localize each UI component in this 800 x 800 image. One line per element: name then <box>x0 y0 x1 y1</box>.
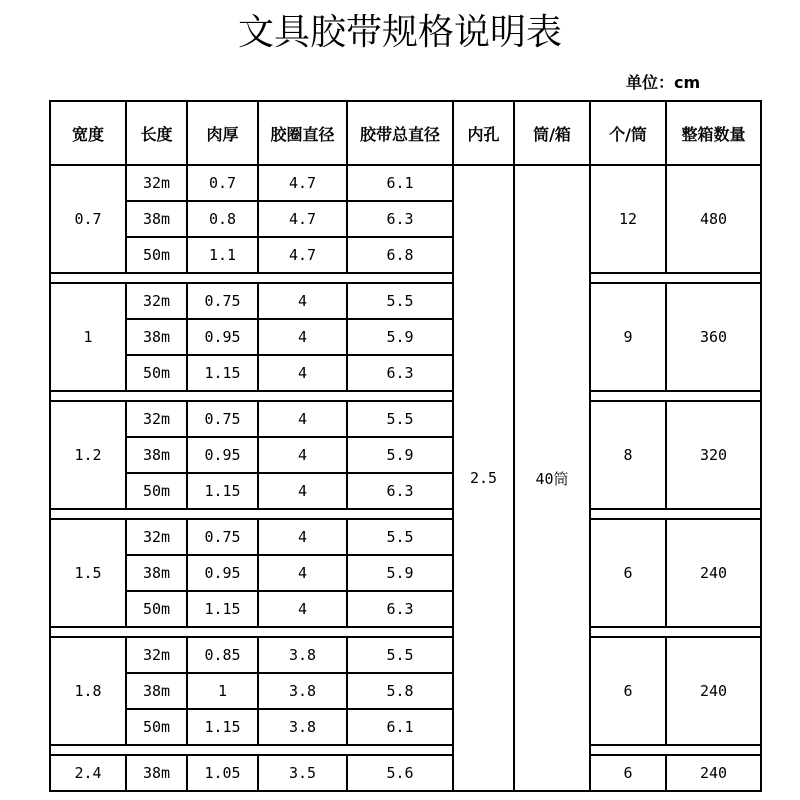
thickness-cell: 1 <box>187 673 258 709</box>
thickness-cell: 0.75 <box>187 283 258 319</box>
inner-hole-cell: 2.5 <box>453 165 514 791</box>
group-gap <box>50 509 761 519</box>
header-total-diameter: 胶带总直径 <box>347 101 453 165</box>
pieces-per-roll-cell: 8 <box>590 401 666 509</box>
pieces-per-roll-cell: 6 <box>590 755 666 791</box>
group-gap <box>50 745 761 755</box>
pieces-per-roll-cell: 6 <box>590 637 666 745</box>
thickness-cell: 1.05 <box>187 755 258 791</box>
thickness-cell: 0.85 <box>187 637 258 673</box>
header-box-quantity: 整箱数量 <box>666 101 761 165</box>
total-diameter-cell: 5.5 <box>347 519 453 555</box>
thickness-cell: 1.15 <box>187 709 258 745</box>
gap-cell <box>50 273 453 283</box>
thickness-cell: 1.1 <box>187 237 258 273</box>
group-gap <box>50 627 761 637</box>
header-thickness: 肉厚 <box>187 101 258 165</box>
gap-cell <box>50 745 453 755</box>
total-diameter-cell: 5.9 <box>347 437 453 473</box>
total-diameter-cell: 6.3 <box>347 473 453 509</box>
length-cell: 50m <box>126 709 187 745</box>
pieces-per-roll-cell: 6 <box>590 519 666 627</box>
thickness-cell: 1.15 <box>187 473 258 509</box>
ring-diameter-cell: 3.8 <box>258 637 347 673</box>
total-diameter-cell: 6.3 <box>347 591 453 627</box>
ring-diameter-cell: 4.7 <box>258 237 347 273</box>
table-row <box>50 755 761 791</box>
header-length: 长度 <box>126 101 187 165</box>
width-cell: 1 <box>50 283 126 391</box>
pieces-per-roll-cell: 12 <box>590 165 666 273</box>
ring-diameter-cell: 4 <box>258 283 347 319</box>
length-cell: 50m <box>126 237 187 273</box>
width-cell: 1.5 <box>50 519 126 627</box>
width-cell: 2.4 <box>50 755 126 791</box>
width-cell: 0.7 <box>50 165 126 273</box>
table-row <box>50 637 761 673</box>
length-cell: 38m <box>126 555 187 591</box>
total-diameter-cell: 5.5 <box>347 283 453 319</box>
gap-cell <box>50 391 453 401</box>
length-cell: 32m <box>126 401 187 437</box>
length-cell: 32m <box>126 283 187 319</box>
total-diameter-cell: 5.6 <box>347 755 453 791</box>
gap-cell <box>50 509 453 519</box>
table-row <box>50 165 761 201</box>
header-row <box>50 101 761 165</box>
thickness-cell: 0.95 <box>187 555 258 591</box>
length-cell: 38m <box>126 673 187 709</box>
gap-cell <box>590 273 761 283</box>
spec-table <box>49 100 762 792</box>
ring-diameter-cell: 4 <box>258 401 347 437</box>
ring-diameter-cell: 4 <box>258 437 347 473</box>
ring-diameter-cell: 3.5 <box>258 755 347 791</box>
length-cell: 38m <box>126 319 187 355</box>
unit-label: 单位：cm <box>626 73 701 92</box>
page-title: 文具胶带规格说明表 <box>237 12 562 53</box>
gap-cell <box>590 509 761 519</box>
header-rolls-per-box: 筒/箱 <box>514 101 590 165</box>
total-diameter-cell: 5.5 <box>347 401 453 437</box>
total-diameter-cell: 5.9 <box>347 319 453 355</box>
ring-diameter-cell: 4.7 <box>258 165 347 201</box>
gap-cell <box>590 745 761 755</box>
thickness-cell: 0.75 <box>187 401 258 437</box>
box-quantity-cell: 240 <box>666 637 761 745</box>
thickness-cell: 1.15 <box>187 355 258 391</box>
ring-diameter-cell: 4 <box>258 355 347 391</box>
table-row <box>50 283 761 319</box>
header-inner-hole: 内孔 <box>453 101 514 165</box>
header-ring-diameter: 胶圈直径 <box>258 101 347 165</box>
ring-diameter-cell: 4.7 <box>258 201 347 237</box>
ring-diameter-cell: 4 <box>258 555 347 591</box>
ring-diameter-cell: 3.8 <box>258 673 347 709</box>
gap-cell <box>50 627 453 637</box>
length-cell: 32m <box>126 519 187 555</box>
box-quantity-cell: 360 <box>666 283 761 391</box>
ring-diameter-cell: 3.8 <box>258 709 347 745</box>
gap-cell <box>590 627 761 637</box>
total-diameter-cell: 6.1 <box>347 709 453 745</box>
thickness-cell: 0.95 <box>187 437 258 473</box>
thickness-cell: 0.7 <box>187 165 258 201</box>
total-diameter-cell: 6.1 <box>347 165 453 201</box>
thickness-cell: 0.8 <box>187 201 258 237</box>
total-diameter-cell: 5.5 <box>347 637 453 673</box>
box-quantity-cell: 240 <box>666 755 761 791</box>
box-quantity-cell: 240 <box>666 519 761 627</box>
length-cell: 50m <box>126 591 187 627</box>
group-gap <box>50 273 761 283</box>
total-diameter-cell: 5.9 <box>347 555 453 591</box>
header-pieces-per-roll: 个/筒 <box>590 101 666 165</box>
gap-cell <box>590 391 761 401</box>
width-cell: 1.2 <box>50 401 126 509</box>
group-gap <box>50 391 761 401</box>
ring-diameter-cell: 4 <box>258 519 347 555</box>
length-cell: 32m <box>126 165 187 201</box>
ring-diameter-cell: 4 <box>258 319 347 355</box>
total-diameter-cell: 5.8 <box>347 673 453 709</box>
length-cell: 38m <box>126 437 187 473</box>
table-row <box>50 519 761 555</box>
box-quantity-cell: 480 <box>666 165 761 273</box>
header-width: 宽度 <box>50 101 126 165</box>
length-cell: 50m <box>126 355 187 391</box>
total-diameter-cell: 6.8 <box>347 237 453 273</box>
width-cell: 1.8 <box>50 637 126 745</box>
table-row <box>50 401 761 437</box>
total-diameter-cell: 6.3 <box>347 201 453 237</box>
length-cell: 50m <box>126 473 187 509</box>
ring-diameter-cell: 4 <box>258 473 347 509</box>
length-cell: 38m <box>126 201 187 237</box>
thickness-cell: 0.95 <box>187 319 258 355</box>
rolls-per-box-cell: 40筒 <box>514 165 590 791</box>
box-quantity-cell: 320 <box>666 401 761 509</box>
ring-diameter-cell: 4 <box>258 591 347 627</box>
thickness-cell: 0.75 <box>187 519 258 555</box>
length-cell: 32m <box>126 637 187 673</box>
table-body <box>50 165 761 791</box>
total-diameter-cell: 6.3 <box>347 355 453 391</box>
pieces-per-roll-cell: 9 <box>590 283 666 391</box>
thickness-cell: 1.15 <box>187 591 258 627</box>
length-cell: 38m <box>126 755 187 791</box>
